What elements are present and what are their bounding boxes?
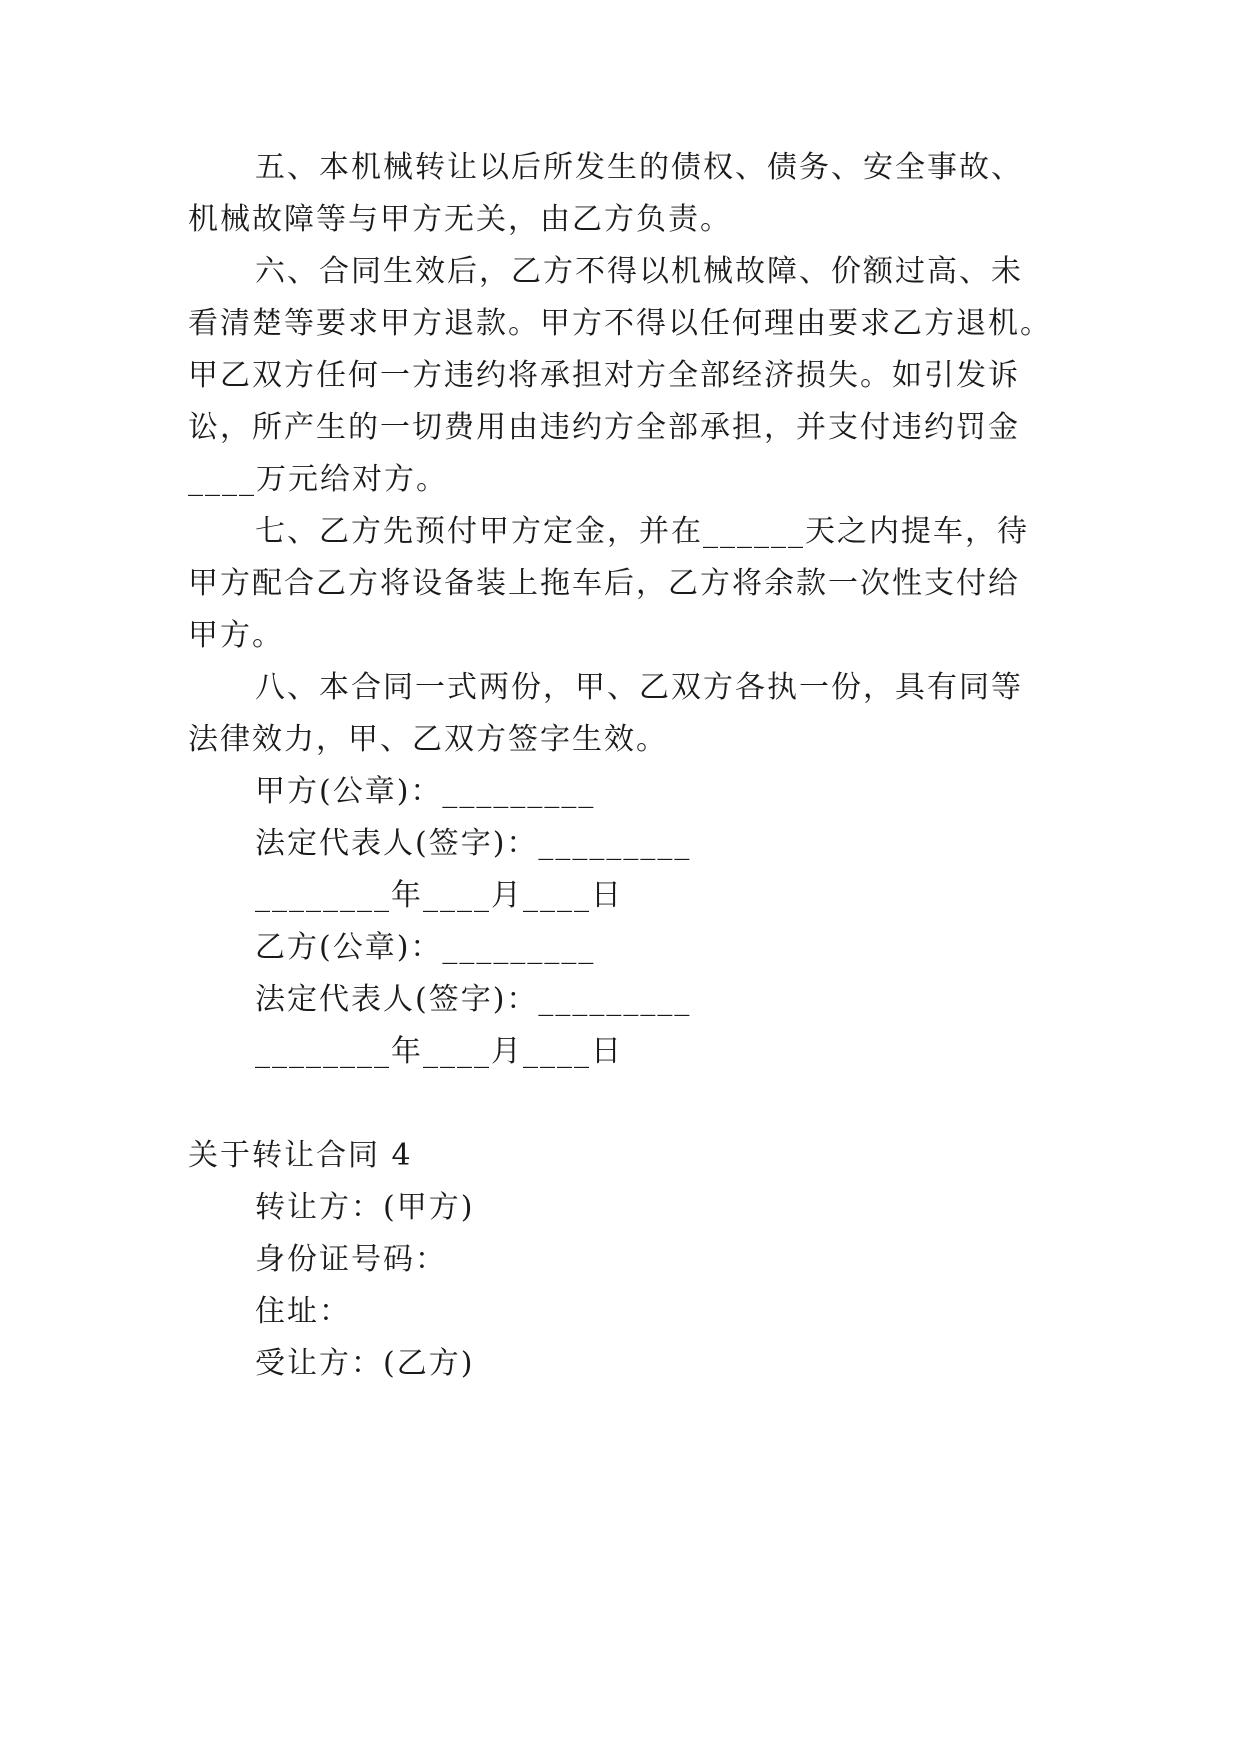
clause-6-line-2: 看清楚等要求甲方退款。甲方不得以任何理由要求乙方退机。 (188, 306, 1052, 341)
party-a-date-line: ________年____月____日 (255, 878, 623, 913)
transferee-line: 受让方：(乙方) (255, 1346, 475, 1381)
address-line: 住址： (255, 1294, 351, 1329)
clause-7-line-2: 甲方配合乙方将设备装上拖车后，乙方将余款一次性支付给 (188, 566, 1020, 601)
clause-7-line-1: 七、乙方先预付甲方定金，并在______天之内提车，待 (255, 514, 1029, 549)
party-b-seal-line: 乙方(公章)：_________ (255, 930, 596, 965)
clause-7-line-3: 甲方。 (188, 618, 284, 653)
section-4-title: 关于转让合同 4 (188, 1138, 413, 1173)
clause-5-line-2: 机械故障等与甲方无关，由乙方负责。 (188, 202, 732, 237)
party-a-representative-line: 法定代表人(签字)：_________ (255, 826, 692, 861)
party-a-seal-line: 甲方(公章)：_________ (255, 774, 596, 809)
clause-6-line-5: ____万元给对方。 (188, 462, 448, 497)
clause-6-line-4: 讼，所产生的一切费用由违约方全部承担，并支付违约罚金 (188, 410, 1020, 445)
clause-8-line-2: 法律效力，甲、乙双方签字生效。 (188, 722, 668, 757)
clause-6-line-1: 六、合同生效后，乙方不得以机械故障、价额过高、未 (255, 254, 1023, 289)
transferor-line: 转让方：(甲方) (255, 1190, 475, 1225)
clause-8-line-1: 八、本合同一式两份，甲、乙双方各执一份，具有同等 (255, 670, 1023, 705)
id-number-line: 身份证号码： (255, 1242, 447, 1277)
clause-6-line-3: 甲乙双方任何一方违约将承担对方全部经济损失。如引发诉 (188, 358, 1020, 393)
party-b-representative-line: 法定代表人(签字)：_________ (255, 982, 692, 1017)
party-b-date-line: ________年____月____日 (255, 1034, 623, 1069)
clause-5-line-1: 五、本机械转让以后所发生的债权、债务、安全事故、 (255, 150, 1023, 185)
